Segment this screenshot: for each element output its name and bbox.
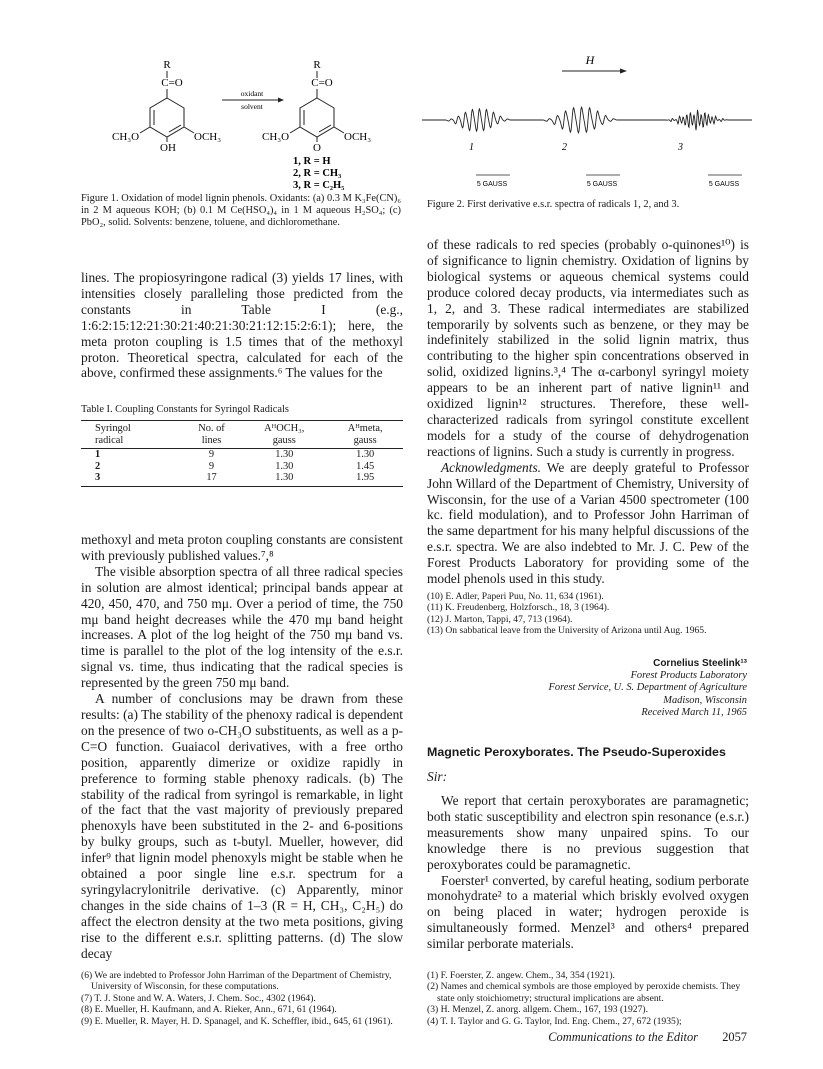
journal-section: Communications to the Editor <box>548 1030 698 1044</box>
article2-para-2: Foerster¹ converted, by careful heating, sodium perborate monohydrate² to a material which briskly evolved oxygen on being placed in water; hydrogen peroxide is simultaneously formed. Menzel³ and others⁴ prepared similar perborate materials. <box>427 872 749 952</box>
article2-para-1: We report that certain peroxyborates are paramagnetic; both static susceptibility and electron spin resonance (e.s.r.) measurements show many unpaired spins. To our knowledge there is no previous suggestion that peroxyborates could be paramagnetic. <box>427 793 749 872</box>
scheme-och3-right: OCH₃ <box>344 131 372 143</box>
affiliation-line: Forest Service, U. S. Department of Agriculture <box>548 682 747 694</box>
footnote: (3) H. Menzel, Z. anorg. allgem. Chem., 167, 193 (1927). <box>427 1004 648 1016</box>
affiliation-line: Madison, Wisconsin <box>663 694 747 706</box>
scale-label-2: 5 GAUSS <box>586 181 618 188</box>
footnote: (1) F. Foerster, Z. angew. Chem., 34, 354 (1921). <box>427 970 615 981</box>
table-row: 3 17 1.30 1.95 <box>81 472 403 486</box>
footnote: (13) On sabbatical leave from the University of Arizona until Aug. 1965. <box>427 625 707 637</box>
figure1-scheme <box>110 58 380 190</box>
left-para-1: lines. The propiosyringone radical (3) yields 17 lines, with intensities closely paralleling those predicted from the constants in Table I (e.g., 1:6:2:15:12:21:30:21:40:21:30:21:12:15:2:6:1); here, the meta proton coupling is 1.5 times that of the methoxyl proton. Theoretical spectra, calculated for each of the above, confirmed these assignments.⁶ The values for the <box>81 270 403 381</box>
footnote: (8) E. Mueller, H. Kaufmann, and A. Rieker, Ann., 671, 61 (1964). <box>81 1004 337 1016</box>
figure1-caption: Figure 1. Oxidation of model lignin phenols. Oxidants: (a) 0.3 M K₃Fe(CN)₆ in 2 M aqueous KOH; (b) 0.1 M Ce(HSO₄)₄ in 1 M aqueous H₂SO₄; (c) PbO₂, solid. Solvents: benzene, toluene, and dichloromethane. <box>81 193 401 229</box>
scheme-compound-1: 1, R = H <box>293 156 331 167</box>
left-column-top <box>81 270 403 381</box>
table-title: Table I. Coupling Constants for Syringol Radicals <box>81 404 289 415</box>
right-para-1: of these radicals to red species (probably o-quinones¹⁰) is of significance to lignin chemistry. Oxidation of lignins by biological systems or aqueous chemical systems could produce colored decay products, via intermediates such as 1, 2, and 3. These radical intermediates are stabilized temporarily by solvents such as benzene, or they may be indefinitely stabilized in the solid lignin matrix, thus contributing to the higher spin concentrations observed in solid, oxidized lignins.³,⁴ The α-carbonyl syringyl moiety appears to be an inherent part of native lignin¹¹ and oxidized lignin¹² structures. Therefore, these well-characterized radicals from syringol constitute excellent models for a study of the course of dehydrogenation reactions of lignins. Such a study is currently in progress. <box>427 237 749 459</box>
esr-trace <box>422 107 752 133</box>
footnote: (4) T. I. Taylor and G. G. Taylor, Ind. Eng. Chem., 27, 672 (1935); <box>427 1015 682 1027</box>
footnote: (11) K. Freudenberg, Holzforsch., 18, 3 (1964). <box>427 602 610 614</box>
table-header-meta: Aᴴmeta, <box>327 421 403 435</box>
scheme-compound-2: 2, R = CH₃ <box>293 168 342 179</box>
scheme-arrow-bottom: solvent <box>241 102 263 111</box>
footnote: (12) J. Marton, Tappi, 47, 713 (1964). <box>427 613 573 625</box>
scheme-o-right: O <box>313 142 321 154</box>
left-column-bottom <box>81 532 403 961</box>
spectrum-label-3: 3 <box>678 142 683 153</box>
ack-heading: Acknowledgments. <box>441 459 542 475</box>
ack-text: We are deeply grateful to Professor John Willard of the Department of Chemistry, University of Wisconsin, for the use of a Varian 4500 spectrometer (100 kc. field modulation), and to Professor John Harriman of the same department for his many helpful discussions of the e.s.r. spectra. We are also indebted to Mr. J. C. Pew of the Forest Products Laboratory for providing some of the model phenols used in this study. <box>427 459 749 587</box>
figure2-caption: Figure 2. First derivative e.s.r. spectra of radicals 1, 2, and 3. <box>427 199 680 210</box>
page-footer <box>427 1030 747 1045</box>
spectra-field-label: H <box>585 53 595 67</box>
left-para-2: methoxyl and meta proton coupling constants are consistent with previously published values.⁷,⁸ <box>81 532 403 563</box>
coupling-table <box>81 420 403 487</box>
scheme-oh-left: OH <box>160 142 176 154</box>
table-row: 1 9 1.30 1.30 <box>95 449 375 460</box>
acknowledgments <box>427 460 749 587</box>
footnote: (9) E. Mueller, R. Mayer, H. D. Spanagel, and K. Scheffler, ibid., 645, 61 (1961). <box>81 1015 393 1027</box>
scheme-och3-left: OCH₃ <box>194 131 222 143</box>
scale-label-3: 5 GAUSS <box>708 181 740 188</box>
scheme-carbonyl-left: C=O <box>161 77 183 89</box>
page-number: 2057 <box>722 1030 747 1044</box>
table-header-lines: No. of <box>182 421 241 435</box>
left-para-4: A number of conclusions may be drawn from these results: (a) The stability of the phenoxy radical is dependent on the presence of two o-CH₃O substituents, as well as a p-C=O function. Guaiacol derivatives, with a free ortho position, apparently dimerize or oxidize rapidly in preference to forming stable phenoxy radicals. (b) The stability of the radical from syringol is remarkable, in light of the fact that the vast majority of previously prepared phenoxyls have been substituted in the 2- and 6-positions by bulky groups, such as t-butyl. Mueller, however, did infer⁹ that lignin model phenoxyls might be stable when he obtained a poor single line e.s.r. spectrum for a syringylacrylonitrile derivative. (c) Apparently, minor changes in the side chains of 1–3 (R = H, CH₃, C₂H₅) do affect the electron density at the two meta positions, giving rise to the different e.s.r. splitting patterns. (d) The slow decay <box>81 691 403 961</box>
scheme-methoxy-right: CH₃O <box>262 131 290 143</box>
salutation: Sir: <box>427 769 448 784</box>
footnote: (10) E. Adler, Paperi Puu, No. 11, 634 (1961). <box>427 591 604 602</box>
spectrum-label-1: 1 <box>469 142 474 153</box>
scale-label-1: 5 GAUSS <box>476 181 508 188</box>
article2-body <box>427 793 749 952</box>
footnote: (2) Names and chemical symbols are those employed by peroxide chemists. They state only stoichiometry; structural implications are absent. <box>427 981 741 1004</box>
footnote: (6) We are indebted to Professor John Harriman of the Department of Chemistry, University of Wisconsin, for these computations. <box>81 970 392 993</box>
table-header-radical: Syringol <box>81 421 182 435</box>
table-row: 2 9 1.30 1.45 <box>95 460 375 472</box>
figure2-spectra <box>422 52 762 190</box>
article2-title: Magnetic Peroxyborates. The Pseudo-Superoxides <box>427 745 726 759</box>
scheme-compound-3: 3, R = C₂H₅ <box>293 180 345 190</box>
scheme-arrow-top: oxidant <box>240 89 264 98</box>
author-name: Cornelius Steelink¹³ <box>653 658 747 669</box>
right-footnotes-1 <box>427 591 749 637</box>
spectrum-label-2: 2 <box>562 142 567 153</box>
table-header-meta-2: gauss <box>327 435 403 449</box>
left-para-3: The visible absorption spectra of all three radical species in solution are almost identical; principal bands appear at 420, 450, 470, and 750 mμ. Over a period of time, the 750 mμ band height decreases while the 470 mμ band height increases. A plot of the log height of the 750 mμ band vs. time is parallel to the plot of the log intensity of the e.s.r. signal vs. time, thus indicating that the radical species is represented by the green 750 mμ band. <box>81 563 403 691</box>
right-column-top <box>427 237 749 587</box>
table-header-och3: AᴴOCH₃, <box>241 421 327 435</box>
affiliation-line: Forest Products Laboratory <box>630 670 747 682</box>
table-header-och3-2: gauss <box>241 435 327 449</box>
right-footnotes-2 <box>427 970 749 1027</box>
table-header-lines-2: lines <box>182 435 241 449</box>
table-header-radical-2: radical <box>81 435 182 449</box>
scheme-r-left: R <box>163 59 171 71</box>
scheme-r-right: R <box>313 59 321 71</box>
author-signature <box>427 658 747 719</box>
received-date: Received March 11, 1965 <box>641 706 747 718</box>
footnote: (7) T. J. Stone and W. A. Waters, J. Chem. Soc., 4302 (1964). <box>81 992 316 1004</box>
left-footnotes <box>81 970 403 1027</box>
scheme-carbonyl-right: C=O <box>311 77 333 89</box>
scheme-methoxy-left: CH₃O <box>112 131 140 143</box>
